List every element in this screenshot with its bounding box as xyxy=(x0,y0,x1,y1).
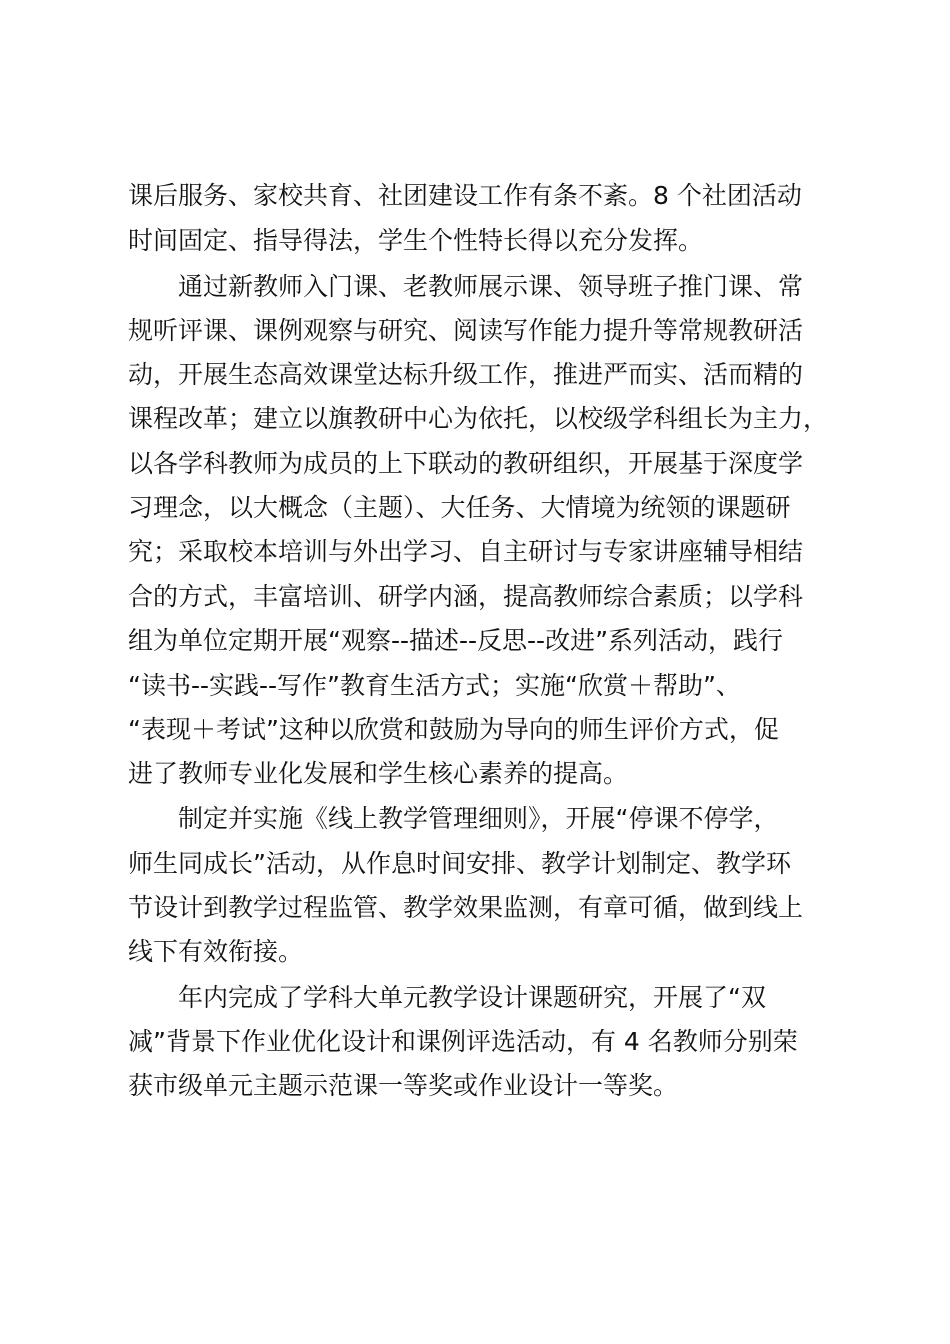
paragraph-2-line-11: “表现＋考试”这种以欣赏和鼓励为导向的师生评价方式，促 xyxy=(128,715,779,744)
paragraph-3-line-1: 制定并实施《线上教学管理细则》，开展“停课不停学， xyxy=(178,804,779,833)
paragraph-2-line-3: 动，开展生态高效课堂达标升级工作，推进严而实、活而精的 xyxy=(128,360,804,389)
paragraph-3-line-2: 师生同成长”活动，从作息时间安排、教学计划制定、教学环 xyxy=(128,849,791,878)
paragraph-2-line-1: 通过新教师入门课、老教师展示课、领导班子推门课、常 xyxy=(178,272,804,301)
paragraph-2-line-6: 习理念，以大概念（主题）、大任务、大情境为统领的课题研 xyxy=(128,493,791,522)
text-line-2: 时间固定、指导得法，学生个性特长得以充分发挥。 xyxy=(128,226,704,255)
paragraph-2-line-8: 合的方式，丰富培训、研学内涵，提高教师综合素质；以学科 xyxy=(128,582,804,611)
paragraph-4-line-2: 减”背景下作业优化设计和课例评选活动，有 4 名教师分别荣 xyxy=(128,1027,798,1056)
paragraph-2-line-7: 究；采取校本培训与外出学习、自主研讨与专家讲座辅导相结 xyxy=(128,537,804,566)
paragraph-4-line-3: 获市级单元主题示范课一等奖或作业设计一等奖。 xyxy=(128,1071,679,1100)
paragraph-3-line-4: 线下有效衔接。 xyxy=(128,937,304,966)
text-line-1: 课后服务、家校共育、社团建设工作有条不紊。8 个社团活动 xyxy=(128,181,802,210)
paragraph-2-line-10: “读书--实践--写作”教育生活方式；实施“欣赏＋帮助”、 xyxy=(128,671,741,700)
paragraph-2-line-9: 组为单位定期开展“观察--描述--反思--改进”系列活动，践行 xyxy=(128,626,784,655)
paragraph-2-line-5: 以各学科教师为成员的上下联动的教研组织，开展基于深度学 xyxy=(128,449,804,478)
paragraph-3-line-3: 节设计到教学过程监管、教学效果监测，有章可循，做到线上 xyxy=(128,893,804,922)
paragraph-2-line-4: 课程改革；建立以旗教研中心为依托，以校级学科组长为主力， xyxy=(128,404,829,433)
paragraph-4-line-1: 年内完成了学科大单元教学设计课题研究，开展了“双 xyxy=(178,983,766,1012)
paragraph-2-line-12: 进了教师专业化发展和学生核心素养的提高。 xyxy=(128,759,629,788)
paragraph-2-line-2: 规听评课、课例观察与研究、阅读写作能力提升等常规教研活 xyxy=(128,316,804,345)
